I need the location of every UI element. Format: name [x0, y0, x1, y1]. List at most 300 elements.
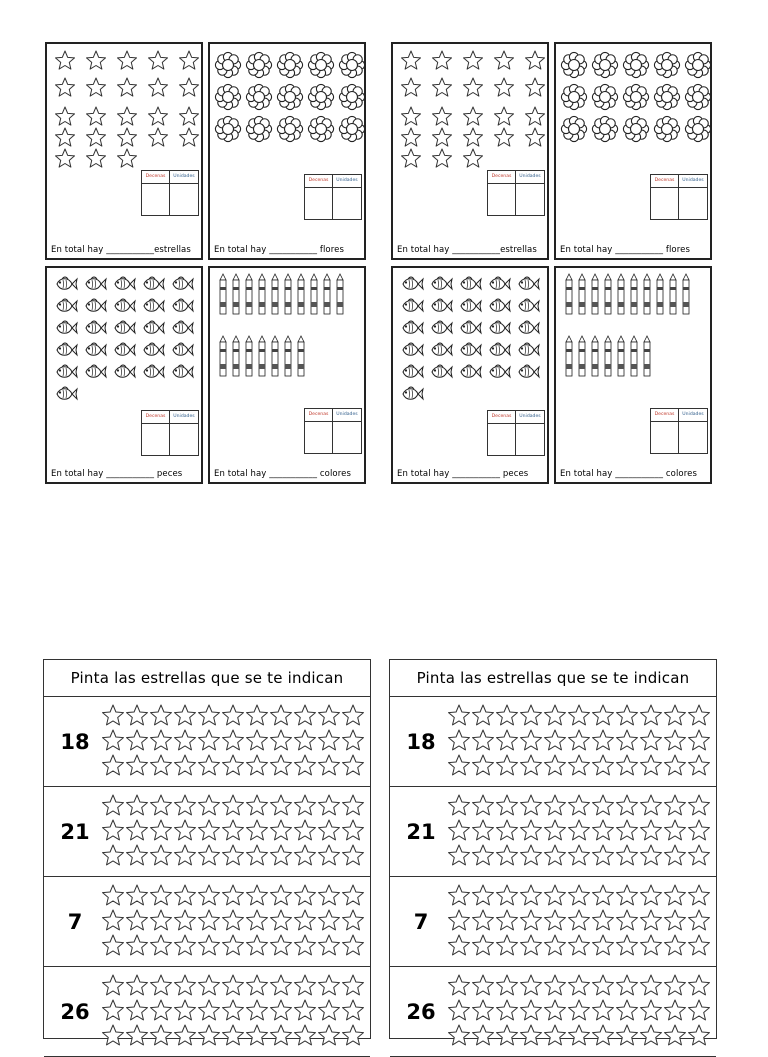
- star-outline-icon: [665, 1025, 686, 1045]
- star-outline-icon: [103, 1025, 124, 1045]
- table-title: Pinta las estrellas que se te indican: [44, 660, 370, 697]
- star-outline-icon: [449, 935, 470, 955]
- star-outline-icon: [319, 885, 340, 905]
- star-outline-icon: [521, 1000, 542, 1020]
- star-outline-icon: [569, 975, 590, 995]
- star-outline-icon: [593, 1025, 614, 1045]
- crayon-outline-icon: [631, 274, 637, 314]
- star-outline-icon: [521, 755, 542, 775]
- star-outline-icon: [151, 730, 172, 750]
- star-outline-icon: [463, 149, 482, 167]
- star-outline-icon: [665, 820, 686, 840]
- star-outline-icon: [497, 885, 518, 905]
- star-outline-icon: [689, 755, 710, 775]
- star-outline-icon: [271, 1025, 292, 1045]
- star-outline-icon: [593, 795, 614, 815]
- fish-outline-icon: [173, 343, 193, 355]
- table-row: [44, 697, 370, 787]
- star-outline-icon: [223, 820, 244, 840]
- star-outline-icon: [103, 910, 124, 930]
- star-outline-icon: [319, 935, 340, 955]
- star-outline-icon: [151, 755, 172, 775]
- fish-outline-icon: [490, 321, 510, 333]
- fish-outline-icon: [86, 343, 106, 355]
- star-outline-icon: [271, 820, 292, 840]
- table-row: [44, 967, 370, 1057]
- star-outline-icon-row[interactable]: [102, 974, 364, 1050]
- star-outline-icon: [497, 820, 518, 840]
- star-outline-icon: [401, 128, 420, 146]
- star-outline-icon: [432, 51, 451, 69]
- star-outline-icon: [343, 730, 364, 750]
- star-outline-icon: [103, 820, 124, 840]
- flower-outline-icon: [308, 52, 333, 77]
- unidades-cell[interactable]: [170, 424, 198, 455]
- star-outline-icon: [127, 910, 148, 930]
- fish-outline-icon: [115, 299, 135, 311]
- star-outline-icon: [343, 755, 364, 775]
- star-outline-icon: [497, 845, 518, 865]
- star-outline-icon: [473, 820, 494, 840]
- fish-outline-icon: [57, 343, 77, 355]
- star-outline-icon-row[interactable]: [102, 794, 364, 870]
- star-outline-icon: [151, 705, 172, 725]
- crayon-outline-icon: [683, 274, 689, 314]
- flower-outline-icon: [215, 116, 240, 141]
- star-outline-icon: [689, 705, 710, 725]
- star-outline-icon: [463, 78, 482, 96]
- star-outline-icon: [569, 910, 590, 930]
- star-outline-icon: [521, 910, 542, 930]
- star-outline-icon: [545, 910, 566, 930]
- unidades-cell[interactable]: [516, 424, 544, 455]
- decenas-cell[interactable]: [488, 424, 516, 455]
- star-outline-icon: [199, 910, 220, 930]
- star-outline-icon: [689, 935, 710, 955]
- crayon-outline-icon: [259, 336, 265, 376]
- star-outline-icon-row[interactable]: [448, 704, 710, 780]
- crayon-outline-icon: [233, 336, 239, 376]
- star-outline-icon: [127, 935, 148, 955]
- star-outline-icon: [199, 1000, 220, 1020]
- star-outline-icon: [271, 845, 292, 865]
- crayon-outline-icon: [285, 274, 291, 314]
- star-outline-icon: [127, 845, 148, 865]
- star-outline-icon: [175, 705, 196, 725]
- table-row: [44, 787, 370, 877]
- flower-outline-icon: [277, 116, 302, 141]
- decenas-header: Decenas: [651, 175, 679, 188]
- fish-card: [45, 266, 203, 484]
- star-outline-icon: [545, 820, 566, 840]
- flower-outline-icon: [215, 84, 240, 109]
- star-outline-icon: [641, 885, 662, 905]
- star-outline-icon: [175, 885, 196, 905]
- star-outline-icon: [55, 149, 74, 167]
- star-outline-icon: [521, 885, 542, 905]
- crayon-outline-icon: [246, 274, 252, 314]
- unidades-cell[interactable]: [170, 184, 198, 215]
- fish-outline-icon: [519, 277, 539, 289]
- star-outline-icon: [401, 78, 420, 96]
- star-outline-icon-row[interactable]: [448, 884, 710, 960]
- star-outline-icon: [497, 755, 518, 775]
- star-outline-icon: [295, 730, 316, 750]
- flower-outline-icon-grid: [556, 44, 710, 258]
- crayon-outline-icon: [272, 274, 278, 314]
- flower-outline-icon: [339, 84, 364, 109]
- star-outline-icon: [521, 935, 542, 955]
- star-outline-icon: [593, 820, 614, 840]
- decenas-header: Decenas: [651, 409, 679, 422]
- star-outline-icon: [449, 795, 470, 815]
- star-outline-icon: [593, 885, 614, 905]
- tens-units-box: [141, 410, 199, 456]
- star-outline-icon: [179, 107, 198, 125]
- star-outline-icon: [55, 51, 74, 69]
- fish-outline-icon: [461, 343, 481, 355]
- star-outline-icon: [593, 730, 614, 750]
- star-outline-icon: [569, 885, 590, 905]
- star-outline-icon: [247, 1000, 268, 1020]
- star-outline-icon: [617, 1025, 638, 1045]
- tens-units-box: [487, 170, 545, 216]
- star-outline-icon: [247, 730, 268, 750]
- flower-outline-icon: [561, 84, 586, 109]
- decenas-header: Decenas: [305, 175, 333, 188]
- unidades-header: Unidades: [170, 411, 198, 424]
- total-label: En total hay ___________ colores: [214, 469, 351, 479]
- star-outline-icon: [86, 78, 105, 96]
- row-number: 26: [60, 999, 90, 1024]
- decenas-header: Decenas: [488, 171, 516, 184]
- decenas-cell[interactable]: [651, 188, 679, 219]
- star-outline-icon: [151, 795, 172, 815]
- star-outline-icon: [343, 910, 364, 930]
- decenas-cell[interactable]: [142, 184, 170, 215]
- star-outline-icon-row[interactable]: [102, 884, 364, 960]
- table-row: [390, 787, 716, 877]
- star-outline-icon: [545, 705, 566, 725]
- star-outline-icon: [223, 755, 244, 775]
- star-outline-icon: [497, 1000, 518, 1020]
- star-outline-icon: [343, 795, 364, 815]
- star-outline-icon: [463, 51, 482, 69]
- unidades-header: Unidades: [333, 409, 361, 422]
- star-outline-icon: [86, 107, 105, 125]
- stars-card: [391, 42, 549, 260]
- unidades-header: Unidades: [333, 175, 361, 188]
- star-outline-icon: [117, 149, 136, 167]
- star-outline-icon: [449, 885, 470, 905]
- star-outline-icon: [343, 1025, 364, 1045]
- star-outline-icon: [103, 845, 124, 865]
- fish-outline-icon: [173, 321, 193, 333]
- fish-outline-icon: [403, 365, 423, 377]
- flower-outline-icon-grid: [210, 44, 364, 258]
- star-outline-icon: [689, 910, 710, 930]
- star-outline-icon: [319, 1000, 340, 1020]
- star-outline-icon: [665, 795, 686, 815]
- star-outline-icon: [689, 730, 710, 750]
- star-outline-icon: [569, 1025, 590, 1045]
- star-outline-icon: [343, 975, 364, 995]
- crayons-card: [208, 266, 366, 484]
- star-outline-icon: [343, 935, 364, 955]
- star-outline-icon: [223, 910, 244, 930]
- star-outline-icon: [449, 820, 470, 840]
- star-outline-icon: [463, 107, 482, 125]
- star-outline-icon-grid: [47, 44, 201, 258]
- star-outline-icon: [175, 820, 196, 840]
- star-outline-icon: [617, 845, 638, 865]
- decenas-cell[interactable]: [651, 422, 679, 453]
- star-outline-icon: [521, 845, 542, 865]
- star-outline-icon: [689, 845, 710, 865]
- star-outline-icon: [545, 885, 566, 905]
- fish-outline-icon: [490, 365, 510, 377]
- star-outline-icon: [343, 705, 364, 725]
- star-outline-icon: [401, 107, 420, 125]
- table-row: [390, 697, 716, 787]
- star-outline-icon-row[interactable]: [102, 704, 364, 780]
- star-table-left: [43, 659, 371, 1039]
- star-outline-icon: [175, 1025, 196, 1045]
- star-outline-icon: [199, 795, 220, 815]
- star-outline-icon: [247, 910, 268, 930]
- decenas-cell[interactable]: [142, 424, 170, 455]
- star-outline-icon: [175, 1000, 196, 1020]
- star-outline-icon: [175, 795, 196, 815]
- star-outline-icon: [148, 51, 167, 69]
- fish-outline-icon: [519, 321, 539, 333]
- fish-outline-icon: [432, 343, 452, 355]
- decenas-cell[interactable]: [305, 422, 333, 453]
- row-number: 18: [406, 729, 436, 754]
- star-outline-icon: [641, 730, 662, 750]
- crayon-outline-icon: [644, 336, 650, 376]
- star-outline-icon: [497, 935, 518, 955]
- star-outline-icon: [449, 705, 470, 725]
- counting-sheet-left: [45, 42, 371, 488]
- flower-outline-icon: [215, 52, 240, 77]
- flower-outline-icon: [592, 84, 617, 109]
- crayon-outline-icon: [337, 274, 343, 314]
- fish-outline-icon: [173, 277, 193, 289]
- star-outline-icon: [199, 935, 220, 955]
- flower-outline-icon: [623, 52, 648, 77]
- star-outline-icon: [617, 910, 638, 930]
- star-outline-icon: [223, 1025, 244, 1045]
- star-outline-icon: [449, 845, 470, 865]
- fish-outline-icon: [115, 365, 135, 377]
- star-outline-icon: [223, 1000, 244, 1020]
- star-outline-icon: [569, 730, 590, 750]
- star-outline-icon: [199, 705, 220, 725]
- fish-outline-icon: [86, 365, 106, 377]
- table-title: Pinta las estrellas que se te indican: [390, 660, 716, 697]
- flowers-card: [208, 42, 366, 260]
- unidades-cell[interactable]: [333, 422, 361, 453]
- star-outline-icon: [295, 1000, 316, 1020]
- fish-outline-icon: [432, 299, 452, 311]
- star-outline-icon: [319, 1025, 340, 1045]
- star-outline-icon: [271, 755, 292, 775]
- star-outline-icon: [148, 78, 167, 96]
- decenas-cell[interactable]: [488, 184, 516, 215]
- star-outline-icon: [179, 51, 198, 69]
- crayon-outline-icon: [579, 274, 585, 314]
- star-outline-icon: [295, 755, 316, 775]
- row-number: 18: [60, 729, 90, 754]
- star-outline-icon: [127, 755, 148, 775]
- star-outline-icon: [617, 975, 638, 995]
- star-outline-icon: [463, 128, 482, 146]
- star-outline-icon: [545, 755, 566, 775]
- crayon-outline-icon: [259, 274, 265, 314]
- star-outline-icon: [179, 128, 198, 146]
- unidades-header: Unidades: [516, 171, 544, 184]
- fish-outline-icon: [490, 277, 510, 289]
- star-outline-icon: [151, 1000, 172, 1020]
- star-outline-icon: [175, 975, 196, 995]
- star-outline-icon: [641, 975, 662, 995]
- unidades-cell[interactable]: [516, 184, 544, 215]
- star-outline-icon: [497, 705, 518, 725]
- unidades-cell[interactable]: [679, 188, 707, 219]
- fish-outline-icon: [519, 343, 539, 355]
- fish-card: [391, 266, 549, 484]
- star-outline-icon: [525, 128, 544, 146]
- star-outline-icon: [127, 820, 148, 840]
- stars-card: [45, 42, 203, 260]
- crayon-outline-icon: [631, 336, 637, 376]
- star-outline-icon: [641, 845, 662, 865]
- crayon-outline-icon: [566, 274, 572, 314]
- flower-outline-icon: [561, 52, 586, 77]
- star-outline-icon: [689, 885, 710, 905]
- star-outline-icon-row[interactable]: [448, 974, 710, 1050]
- star-outline-icon: [521, 820, 542, 840]
- fish-outline-icon: [490, 299, 510, 311]
- star-outline-icon: [473, 885, 494, 905]
- star-outline-icon: [295, 935, 316, 955]
- star-outline-icon: [521, 705, 542, 725]
- star-outline-icon: [319, 820, 340, 840]
- star-outline-icon: [295, 1025, 316, 1045]
- star-outline-icon: [494, 128, 513, 146]
- fish-outline-icon: [403, 299, 423, 311]
- decenas-cell[interactable]: [305, 188, 333, 219]
- crayon-outline-icon: [285, 336, 291, 376]
- fish-outline-icon: [490, 343, 510, 355]
- star-outline-icon: [179, 78, 198, 96]
- star-outline-icon: [665, 845, 686, 865]
- crayon-outline-icon: [233, 274, 239, 314]
- star-outline-icon: [497, 910, 518, 930]
- star-outline-icon: [271, 975, 292, 995]
- row-number: 21: [406, 819, 436, 844]
- unidades-header: Unidades: [170, 171, 198, 184]
- fish-outline-icon: [57, 299, 77, 311]
- star-table-right: [389, 659, 717, 1039]
- fish-outline-icon: [432, 277, 452, 289]
- unidades-cell[interactable]: [679, 422, 707, 453]
- fish-outline-icon: [173, 365, 193, 377]
- star-outline-icon: [521, 795, 542, 815]
- star-outline-icon: [319, 975, 340, 995]
- star-outline-icon: [617, 1000, 638, 1020]
- star-outline-icon: [401, 51, 420, 69]
- star-outline-icon: [473, 795, 494, 815]
- crayon-outline-icon: [670, 274, 676, 314]
- crayon-outline-icon: [579, 336, 585, 376]
- star-outline-icon: [473, 975, 494, 995]
- star-outline-icon: [319, 730, 340, 750]
- star-outline-icon: [271, 935, 292, 955]
- total-label: En total hay ___________ colores: [560, 469, 697, 479]
- star-outline-icon: [641, 935, 662, 955]
- star-outline-icon: [247, 845, 268, 865]
- star-outline-icon: [175, 935, 196, 955]
- star-outline-icon: [223, 730, 244, 750]
- star-outline-icon: [117, 78, 136, 96]
- star-outline-icon: [295, 705, 316, 725]
- total-label: En total hay ___________ peces: [397, 469, 529, 479]
- star-outline-icon: [319, 845, 340, 865]
- fish-outline-icon: [86, 299, 106, 311]
- star-outline-icon: [494, 107, 513, 125]
- star-outline-icon: [569, 705, 590, 725]
- fish-outline-icon: [86, 277, 106, 289]
- fish-outline-icon: [461, 299, 481, 311]
- star-outline-icon: [86, 51, 105, 69]
- star-outline-icon: [247, 975, 268, 995]
- star-outline-icon-row[interactable]: [448, 794, 710, 870]
- star-outline-icon: [247, 795, 268, 815]
- unidades-cell[interactable]: [333, 188, 361, 219]
- star-outline-icon: [432, 128, 451, 146]
- star-outline-icon: [525, 78, 544, 96]
- star-outline-icon: [319, 910, 340, 930]
- star-outline-icon: [545, 730, 566, 750]
- star-outline-icon: [689, 795, 710, 815]
- table-row: [44, 877, 370, 967]
- star-outline-icon: [432, 107, 451, 125]
- star-outline-icon: [247, 755, 268, 775]
- star-outline-icon: [473, 845, 494, 865]
- row-number: 26: [406, 999, 436, 1024]
- star-outline-icon: [521, 730, 542, 750]
- star-outline-icon: [665, 935, 686, 955]
- star-outline-icon: [223, 975, 244, 995]
- fish-outline-icon: [115, 343, 135, 355]
- star-outline-icon: [199, 845, 220, 865]
- star-outline-icon: [617, 795, 638, 815]
- flower-outline-icon: [592, 116, 617, 141]
- star-outline-icon: [319, 795, 340, 815]
- star-outline-icon: [689, 820, 710, 840]
- flower-outline-icon: [685, 116, 710, 141]
- star-outline-icon: [148, 128, 167, 146]
- row-number: 21: [60, 819, 90, 844]
- star-outline-icon: [117, 128, 136, 146]
- star-outline-icon: [521, 1025, 542, 1045]
- star-outline-icon: [525, 51, 544, 69]
- fish-outline-icon: [432, 321, 452, 333]
- star-outline-icon: [223, 705, 244, 725]
- star-outline-icon: [497, 975, 518, 995]
